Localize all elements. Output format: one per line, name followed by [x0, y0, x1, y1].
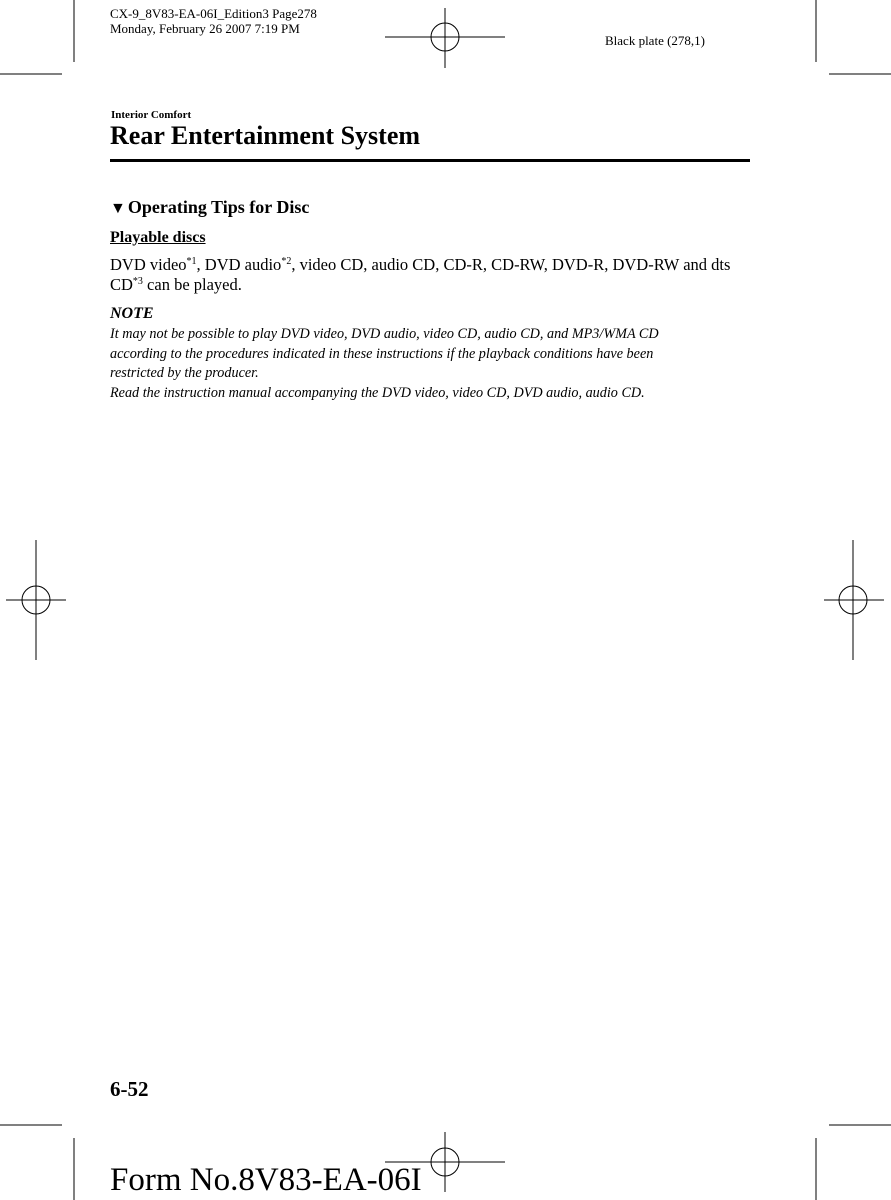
note-label: NOTE	[110, 305, 154, 322]
footnote-ref-1: *1	[186, 256, 197, 267]
title-rule	[110, 159, 750, 162]
note-text	[110, 325, 770, 403]
page-number: 6-52	[110, 1077, 149, 1101]
note-line: Read the instruction manual accompanying the DVD video, video CD, DVD audio, audio CD.	[110, 384, 645, 401]
section-label: Interior Comfort	[111, 109, 192, 121]
footnote-ref-2: *2	[281, 256, 292, 267]
body-text-2: , DVD audio	[196, 255, 282, 274]
section-heading-text: Operating Tips for Disc	[127, 197, 310, 217]
note-line: according to the procedures indicated in these instructions if the playback conditions have been	[110, 345, 654, 362]
subheading-playable-discs: Playable discs	[110, 229, 206, 246]
triangle-down-icon: ▼	[110, 200, 126, 217]
note-line: It may not be possible to play DVD video, DVD audio, video CD, audio CD, and MP3/WMA CD	[110, 326, 659, 342]
page-title: Rear Entertainment System	[110, 121, 421, 150]
form-number: Form No.8V83-EA-06I	[110, 1162, 422, 1198]
note-line: restricted by the producer.	[110, 365, 259, 381]
body-text-1: DVD video	[110, 255, 187, 274]
body-text-3: , video CD, audio CD, CD-R, CD-RW, DVD-R, DVD-RW and dts CD	[110, 255, 731, 294]
footnote-ref-3: *3	[132, 276, 143, 287]
print-info-file: CX-9_8V83-EA-06I_Edition3 Page278	[110, 6, 317, 21]
section-heading	[110, 197, 309, 218]
body-text-4: can be played.	[142, 275, 242, 294]
print-info-date: Monday, February 26 2007 7:19 PM	[110, 21, 300, 36]
plate-label: Black plate (278,1)	[605, 33, 705, 48]
print-info	[110, 6, 317, 36]
body-paragraph	[110, 255, 755, 295]
